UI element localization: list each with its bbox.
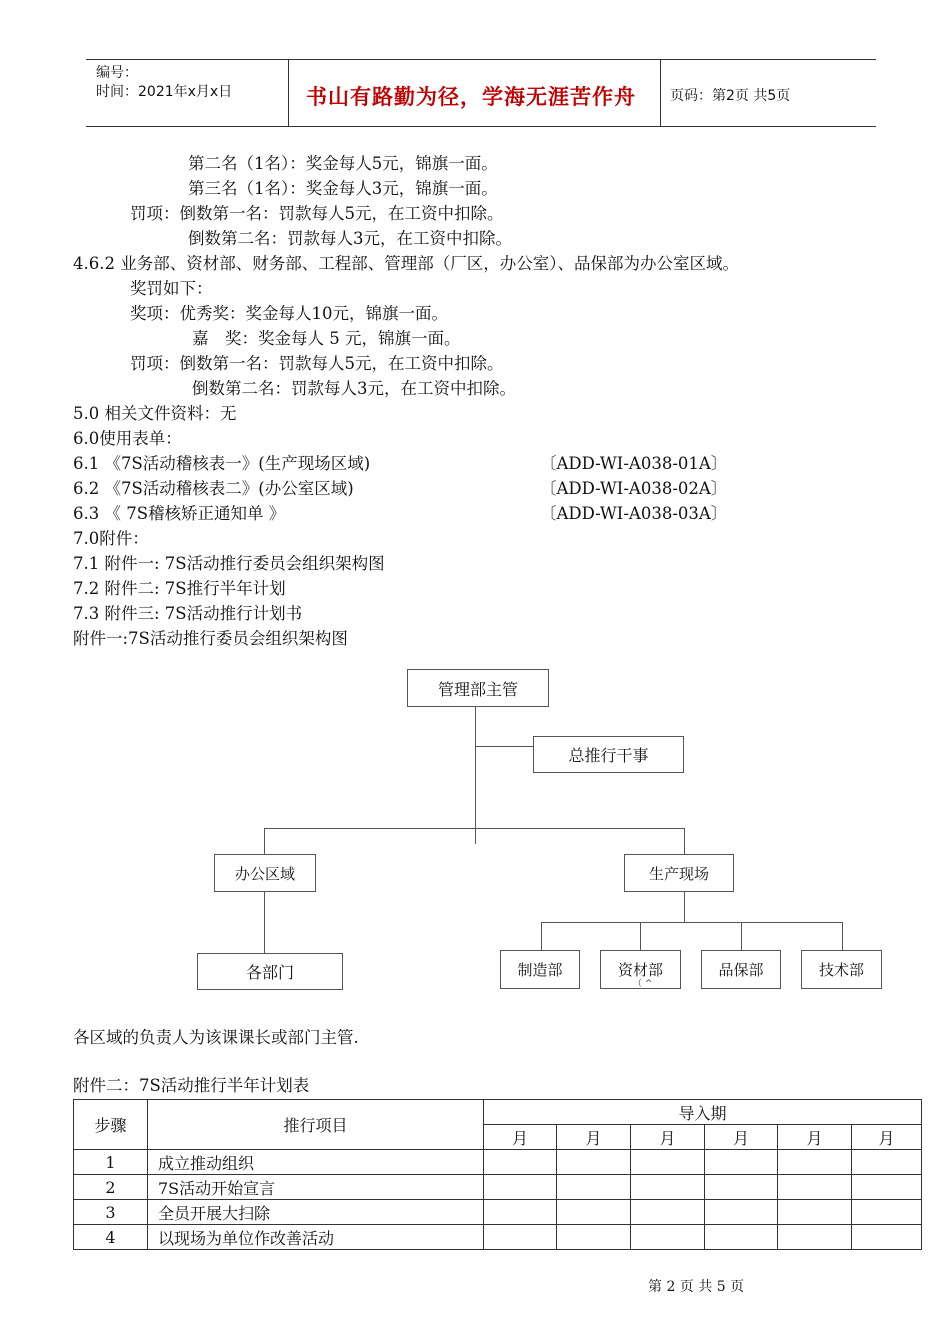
table-row <box>74 1200 922 1225</box>
month-cell <box>557 1225 631 1250</box>
month-cell <box>631 1175 705 1200</box>
col-header-period: 导入期 <box>484 1100 922 1125</box>
document-date: 时间：2021年x月x日 <box>96 84 233 100</box>
month-cell <box>852 1225 922 1250</box>
month-header: 月 <box>484 1125 557 1150</box>
org-node-materials: 资材部 <box>600 950 681 989</box>
item-cell: 以现场为单位作改善活动 <box>148 1225 484 1250</box>
month-cell <box>852 1150 922 1175</box>
month-cell <box>778 1150 852 1175</box>
header-page-info: 页码：第2页 共5页 <box>670 88 791 104</box>
body-line: 5.0 相关文件资料：无 <box>73 404 237 423</box>
body-line: 6.1 《7S活动稽核表一》(生产现场区域) <box>73 454 371 473</box>
org-node-office-area: 办公区域 <box>214 854 316 892</box>
body-line: 7.1 附件一: 7S活动推行委员会组织架构图 <box>73 554 385 573</box>
stray-mark: （ ^ <box>633 979 653 989</box>
org-node-departments: 各部门 <box>197 953 343 990</box>
month-cell <box>705 1200 778 1225</box>
month-cell <box>631 1225 705 1250</box>
month-header: 月 <box>557 1125 631 1150</box>
org-connector <box>684 892 685 922</box>
month-cell <box>484 1200 557 1225</box>
table-row <box>74 1175 922 1200</box>
page-footer: 第 2 页 共 5 页 <box>648 1279 745 1295</box>
month-header: 月 <box>778 1125 852 1150</box>
form-code: 〔ADD-WI-A038-03A〕 <box>540 504 728 523</box>
month-cell <box>631 1200 705 1225</box>
month-cell <box>778 1175 852 1200</box>
body-line: 7.0附件： <box>73 529 149 548</box>
body-line: 6.3 《 7S稽核矫正通知单 》 <box>73 504 286 523</box>
month-header: 月 <box>631 1125 705 1150</box>
month-header: 月 <box>852 1125 922 1150</box>
plan-title: 附件二：7S活动推行半年计划表 <box>73 1076 310 1095</box>
org-node-quality: 品保部 <box>701 950 781 989</box>
form-code: 〔ADD-WI-A038-02A〕 <box>540 479 728 498</box>
month-cell <box>705 1175 778 1200</box>
org-node-technical: 技术部 <box>801 950 882 989</box>
step-cell: 2 <box>74 1175 148 1200</box>
org-node-management-head: 管理部主管 <box>407 669 549 707</box>
table-row <box>74 1225 922 1250</box>
body-line: 罚项：倒数第一名：罚款每人5元，在工资中扣除。 <box>130 204 504 223</box>
col-header-step: 步骤 <box>74 1100 148 1150</box>
org-connector <box>640 922 641 950</box>
table-row <box>74 1150 922 1175</box>
month-cell <box>484 1225 557 1250</box>
step-cell: 1 <box>74 1150 148 1175</box>
month-cell <box>484 1150 557 1175</box>
body-line: 奖项：优秀奖：奖金每人10元，锦旗一面。 <box>130 304 448 323</box>
body-line: 4.6.2 业务部、资材部、财务部、工程部、管理部（厂区，办公室）、品保部为办公室区域。 <box>73 254 739 273</box>
body-line: 7.3 附件三: 7S活动推行计划书 <box>73 604 303 623</box>
month-cell <box>778 1225 852 1250</box>
org-node-manufacturing: 制造部 <box>500 950 580 989</box>
item-cell: 成立推动组织 <box>148 1150 484 1175</box>
body-line: 7.2 附件二: 7S推行半年计划 <box>73 579 286 598</box>
org-connector <box>541 922 542 950</box>
step-cell: 4 <box>74 1225 148 1250</box>
document-number-label: 编号： <box>96 65 138 81</box>
month-cell <box>705 1225 778 1250</box>
org-connector <box>264 828 265 854</box>
month-cell <box>852 1200 922 1225</box>
org-connector <box>541 922 842 923</box>
org-connector <box>475 746 533 747</box>
col-header-item: 推行项目 <box>148 1100 484 1150</box>
month-cell <box>778 1200 852 1225</box>
body-line: 倒数第二名：罚款每人3元，在工资中扣除。 <box>188 229 512 248</box>
item-cell: 7S活动开始宣言 <box>148 1175 484 1200</box>
plan-table <box>73 1099 922 1250</box>
org-node-production-area: 生产现场 <box>624 854 734 892</box>
month-cell <box>705 1150 778 1175</box>
month-cell <box>852 1175 922 1200</box>
form-code: 〔ADD-WI-A038-01A〕 <box>540 454 728 473</box>
org-connector <box>684 828 685 854</box>
body-line: 罚项：倒数第一名：罚款每人5元，在工资中扣除。 <box>130 354 504 373</box>
item-cell: 全员开展大扫除 <box>148 1200 484 1225</box>
month-cell <box>557 1150 631 1175</box>
body-line: 第三名（1名）：奖金每人3元，锦旗一面。 <box>188 179 498 198</box>
org-connector <box>842 922 843 950</box>
org-note: 各区域的负责人为该课课长或部门主管. <box>73 1028 359 1047</box>
month-cell <box>484 1175 557 1200</box>
org-connector <box>741 922 742 950</box>
header-divider-right <box>660 59 661 127</box>
header-divider-left <box>288 59 289 127</box>
body-line: 奖罚如下： <box>130 279 213 298</box>
org-connector <box>264 892 265 954</box>
org-node-chief-secretary: 总推行干事 <box>533 736 684 773</box>
month-cell <box>557 1175 631 1200</box>
org-connector <box>475 706 476 844</box>
org-connector <box>264 828 684 829</box>
month-cell <box>557 1200 631 1225</box>
body-line: 6.2 《7S活动稽核表二》(办公室区域) <box>73 479 354 498</box>
body-line: 第二名（1名）：奖金每人5元，锦旗一面。 <box>188 154 498 173</box>
month-header: 月 <box>705 1125 778 1150</box>
month-cell <box>631 1150 705 1175</box>
body-line: 附件一:7S活动推行委员会组织架构图 <box>73 629 348 648</box>
body-line: 嘉 奖：奖金每人 5 元，锦旗一面。 <box>192 329 461 348</box>
body-line: 倒数第二名：罚款每人3元，在工资中扣除。 <box>192 379 516 398</box>
header-motto: 书山有路勤为径，学海无涯苦作舟 <box>306 85 636 109</box>
body-line: 6.0使用表单： <box>73 429 182 448</box>
header-bottom-rule <box>86 126 876 127</box>
header-top-rule <box>86 59 876 60</box>
step-cell: 3 <box>74 1200 148 1225</box>
